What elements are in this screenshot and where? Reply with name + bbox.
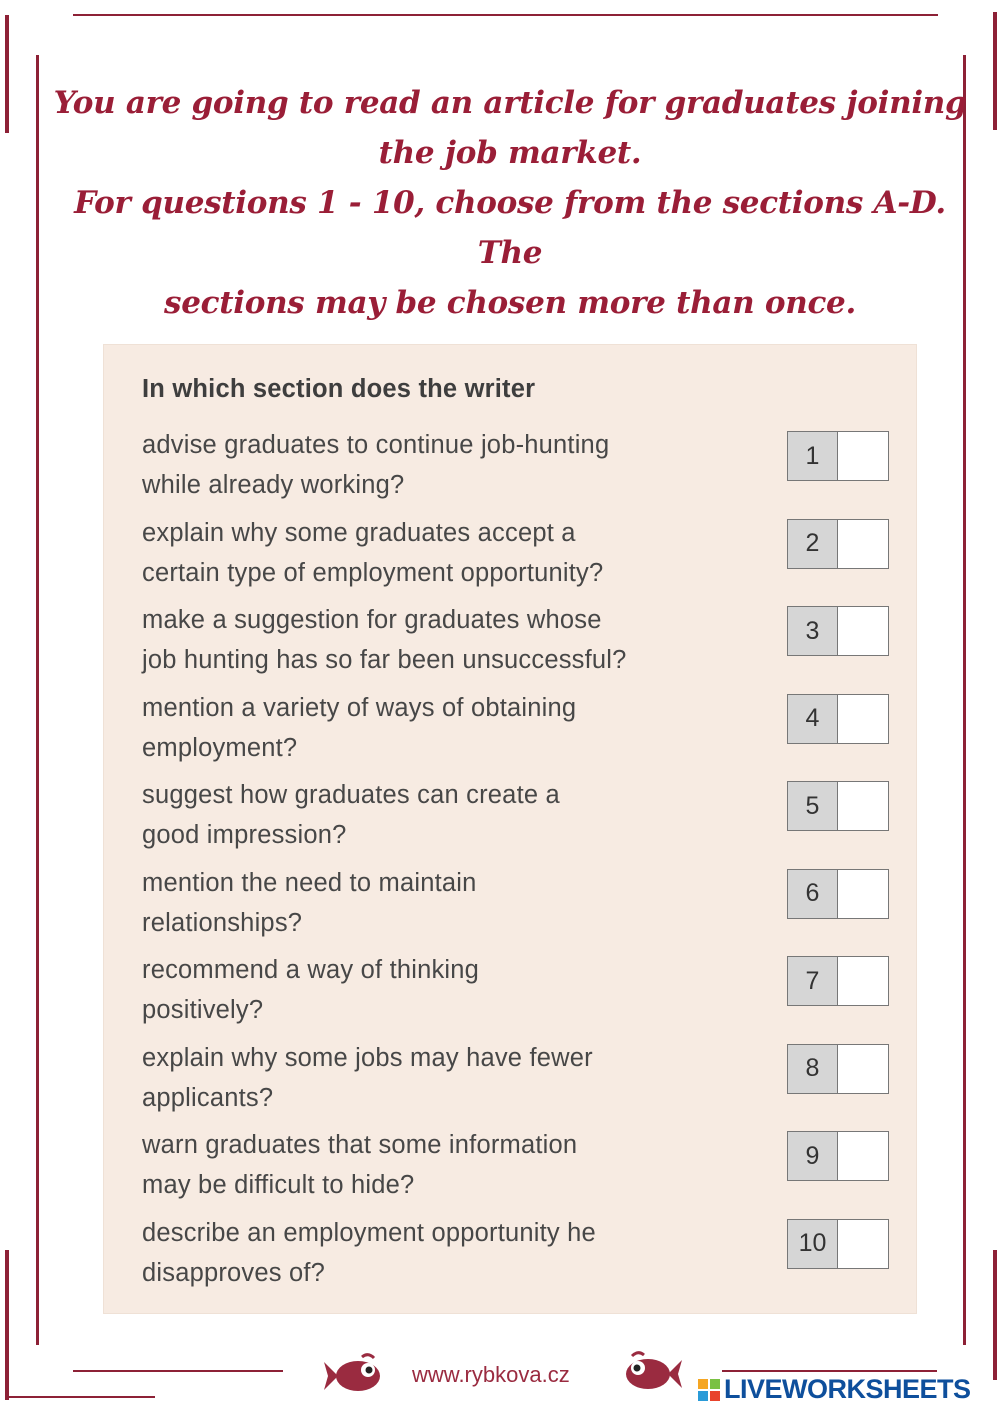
frame-left-line-2: [36, 55, 39, 1345]
answer-input[interactable]: [838, 957, 888, 1005]
answer-box: [787, 694, 889, 744]
liveworksheets-logo[interactable]: [698, 1374, 971, 1405]
frame-bottom-right-line: [722, 1370, 937, 1372]
frame-bottom-line-2: [5, 1396, 155, 1398]
question-number: 4: [788, 695, 838, 743]
questions-heading: In which section does the writer: [142, 375, 536, 403]
question-number: 5: [788, 782, 838, 830]
question-line: explain why some jobs may have fewer: [142, 1043, 593, 1072]
answer-input[interactable]: [838, 432, 888, 480]
question-line: positively?: [142, 996, 264, 1024]
question-line: good impression?: [142, 821, 347, 849]
answer-input[interactable]: [838, 1220, 888, 1268]
answer-box: [787, 606, 889, 656]
instructions-line: For questions 1 - 10, choose from the sections A-D. The: [74, 185, 946, 271]
question-line: mention the need to maintain: [142, 868, 477, 897]
instructions: [40, 78, 980, 328]
question-number: 1: [788, 432, 838, 480]
instructions-line: the job market.: [378, 135, 642, 171]
fish-icon: [322, 1352, 384, 1398]
question-text: [142, 688, 742, 768]
frame-left-bottom-line: [5, 1250, 9, 1400]
question-number: 10: [788, 1220, 838, 1268]
question-line: employment?: [142, 733, 298, 762]
question-text: [142, 425, 742, 505]
question-text: [142, 775, 742, 855]
footer-url[interactable]: www.rybkova.cz: [412, 1362, 570, 1387]
answer-input[interactable]: [838, 607, 888, 655]
questions-panel: [103, 344, 917, 1314]
frame-left-line: [5, 15, 9, 133]
question-line: make a suggestion for graduates whose: [142, 606, 602, 634]
question-line: certain type of employment opportunity?: [142, 558, 604, 587]
question-line: mention a variety of ways of obtaining: [142, 693, 577, 722]
frame-right-bottom-line: [993, 1250, 997, 1380]
question-line: applicants?: [142, 1083, 274, 1112]
answer-input[interactable]: [838, 1045, 888, 1093]
question-line: job hunting has so far been unsuccessful?: [142, 646, 627, 674]
question-line: relationships?: [142, 908, 303, 937]
liveworksheets-brand: LIVEWORKSHEETS: [724, 1374, 971, 1404]
answer-input[interactable]: [838, 782, 888, 830]
frame-right-top-line: [993, 12, 997, 130]
question-number: 3: [788, 607, 838, 655]
answer-box: [787, 1044, 889, 1094]
answer-box: [787, 781, 889, 831]
question-text: [142, 1213, 742, 1293]
question-line: describe an employment opportunity he: [142, 1218, 596, 1247]
question-text: [142, 600, 742, 680]
instructions-line: You are going to read an article for graduates joining: [53, 85, 967, 121]
question-line: disapproves of?: [142, 1258, 326, 1287]
frame-bottom-line: [73, 1370, 283, 1372]
question-text: [142, 1125, 742, 1205]
question-text: [142, 950, 742, 1030]
question-line: explain why some graduates accept a: [142, 518, 576, 547]
answer-input[interactable]: [838, 520, 888, 568]
question-text: [142, 1038, 742, 1118]
question-text: [142, 863, 742, 943]
answer-box: [787, 1219, 889, 1269]
answer-box: [787, 869, 889, 919]
answer-box: [787, 431, 889, 481]
question-text: [142, 513, 742, 593]
question-line: while already working?: [142, 471, 405, 499]
answer-input[interactable]: [838, 1132, 888, 1180]
question-line: may be difficult to hide?: [142, 1171, 415, 1199]
question-number: 8: [788, 1045, 838, 1093]
question-number: 9: [788, 1132, 838, 1180]
question-number: 2: [788, 520, 838, 568]
question-number: 6: [788, 870, 838, 918]
frame-top-line: [73, 14, 938, 16]
question-line: suggest how graduates can create a: [142, 781, 560, 809]
answer-box: [787, 1131, 889, 1181]
answer-input[interactable]: [838, 695, 888, 743]
answer-box: [787, 956, 889, 1006]
instructions-line: sections may be chosen more than once.: [164, 285, 856, 321]
question-line: recommend a way of thinking: [142, 956, 480, 984]
answer-input[interactable]: [838, 870, 888, 918]
question-number: 7: [788, 957, 838, 1005]
question-line: warn graduates that some information: [142, 1131, 578, 1159]
liveworksheets-logo-icon: [698, 1379, 720, 1401]
fish-icon: [622, 1350, 684, 1396]
answer-box: [787, 519, 889, 569]
question-line: advise graduates to continue job-hunting: [142, 431, 610, 459]
